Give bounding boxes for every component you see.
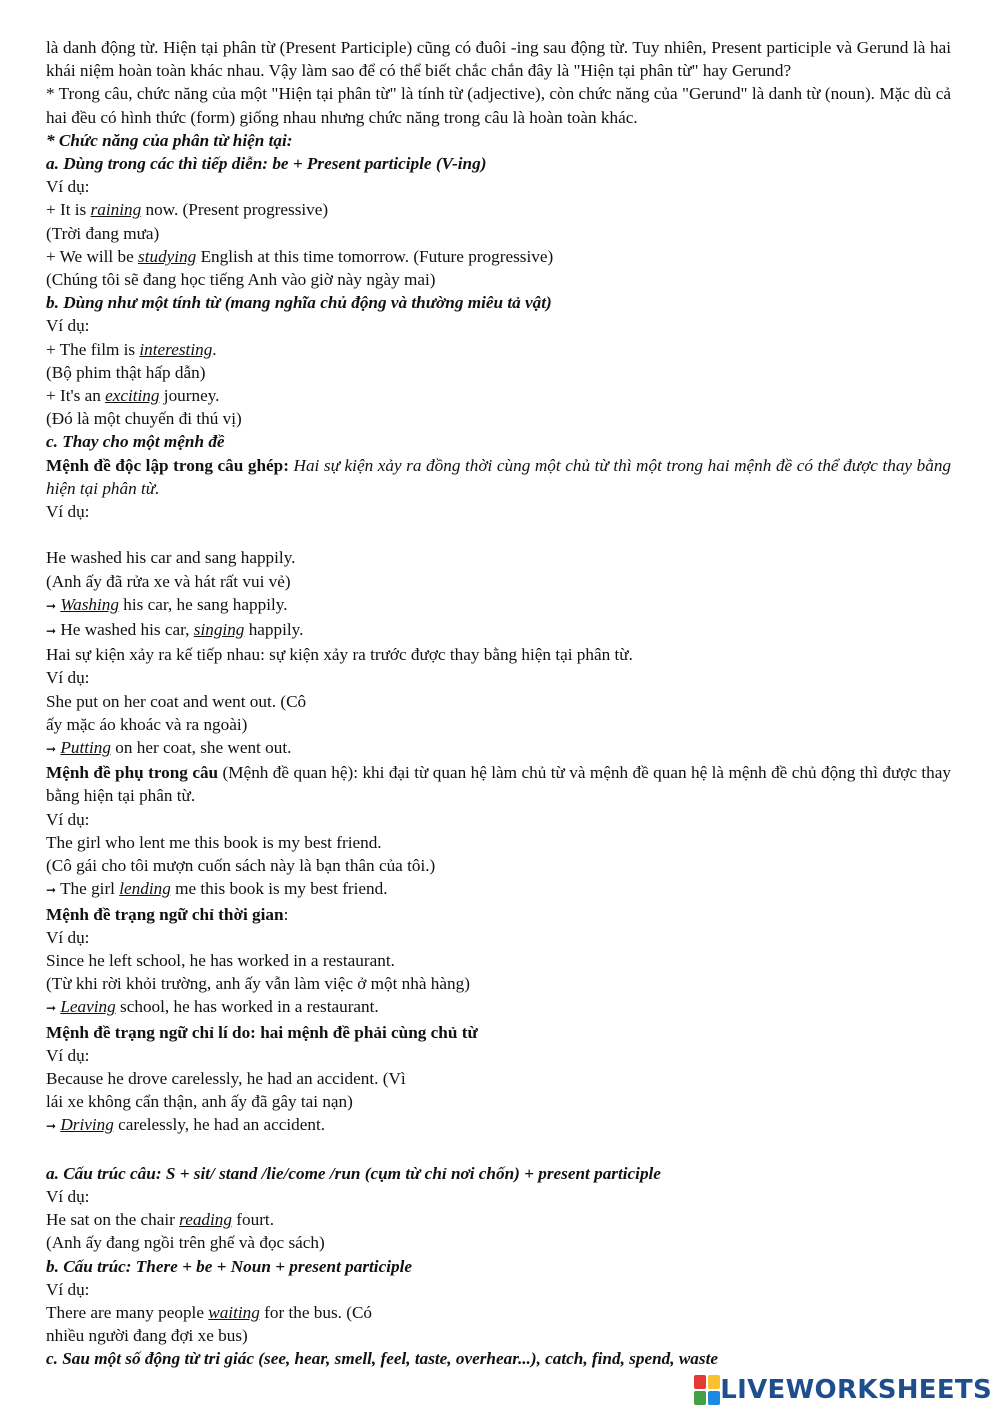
highlighted-word: interesting: [139, 339, 213, 359]
translation-line: lái xe không cẩn thận, anh ấy đã gây tai nạn): [46, 1092, 353, 1112]
section-heading: * Chức năng của phân từ hiện tại:: [46, 130, 293, 150]
example-line: ➞ Leaving school, he has worked in a restaurant.: [46, 997, 379, 1017]
example-label: Ví dụ:: [46, 502, 90, 522]
rule-paragraph: Mệnh đề độc lập trong câu ghép: Hai sự kiện xảy ra đồng thời cùng một chủ từ thì một trong hai mệnh đề có thể được thay bằng hiện tại phân từ.: [46, 455, 952, 498]
highlighted-word: raining: [90, 200, 142, 220]
subheading-structure-b: b. Cấu trúc: There + be + Noun + present participle: [46, 1256, 412, 1276]
subheading-structure-c: c. Sau một số động từ tri giác (see, hear, smell, feel, taste, overhear...), catch, find, spend, waste: [46, 1349, 718, 1369]
translation-line: (Bộ phim thật hấp dẫn): [46, 362, 206, 382]
arrow-icon: ➞: [46, 624, 57, 639]
translation-line: (Đó là một chuyến đi thú vị): [46, 409, 242, 429]
example-label: Ví dụ:: [46, 1279, 90, 1299]
translation-line: (Từ khi rời khỏi trường, anh ấy vẫn làm việc ở một nhà hàng): [46, 974, 470, 994]
example-line: There are many people waiting for the bus. (Có: [46, 1302, 373, 1322]
example-line: He sat on the chair reading fourt.: [46, 1210, 275, 1230]
highlighted-word: Leaving: [60, 997, 116, 1017]
highlighted-word: Washing: [60, 594, 119, 614]
translation-line: (Cô gái cho tôi mượn cuốn sách này là bạn thân của tôi.): [46, 856, 436, 876]
function-note-paragraph: * Trong câu, chức năng của một "Hiện tại phân từ" là tính từ (adjective), còn chức năng của "Gerund" là danh từ (noun). Mặc dù cả hai đều có hình thức (form) giống nhau nhưng chức năng trong câu là hoàn toàn khác.: [46, 84, 951, 127]
highlighted-word: exciting: [105, 386, 160, 406]
example-line: ➞ Washing his car, he sang happily.: [46, 594, 288, 614]
highlighted-word: waiting: [208, 1302, 260, 1322]
liveworksheets-logo[interactable]: [694, 1373, 992, 1407]
example-line: + We will be studying English at this time tomorrow. (Future progressive): [46, 246, 554, 266]
translation-line: (Chúng tôi sẽ đang học tiếng Anh vào giờ này ngày mai): [46, 270, 436, 290]
highlighted-word: singing: [193, 620, 245, 640]
translation-line: (Anh ấy đang ngồi trên ghế và đọc sách): [46, 1233, 325, 1253]
example-line: The girl who lent me this book is my best friend.: [46, 832, 382, 852]
rule-line: Hai sự kiện xảy ra kế tiếp nhau: sự kiện xảy ra trước được thay bằng hiện tại phân từ.: [46, 645, 633, 665]
rule-line: Mệnh đề trạng ngữ chỉ lí do: hai mệnh đề phải cùng chủ từ: [46, 1022, 478, 1042]
example-label: Ví dụ:: [46, 668, 90, 688]
example-line: + It's an exciting journey.: [46, 386, 220, 406]
example-line: Since he left school, he has worked in a restaurant.: [46, 950, 395, 970]
subheading-b: b. Dùng như một tính từ (mang nghĩa chủ động và thường miêu tả vật): [46, 293, 552, 313]
example-line: ➞ The girl lending me this book is my best friend.: [46, 879, 388, 899]
example-label: Ví dụ:: [46, 316, 90, 336]
arrow-icon: ➞: [46, 1119, 57, 1134]
translation-line: nhiều người đang đợi xe bus): [46, 1326, 248, 1346]
rule-line: Mệnh đề trạng ngữ chỉ thời gian:: [46, 904, 289, 924]
blank-line: [46, 523, 951, 546]
highlighted-word: reading: [179, 1210, 232, 1230]
arrow-icon: ➞: [46, 883, 57, 898]
example-label: Ví dụ:: [46, 1045, 90, 1065]
example-line: Because he drove carelessly, he had an accident. (Vì: [46, 1068, 406, 1088]
example-line: ➞ Driving carelessly, he had an accident.: [46, 1115, 326, 1135]
example-line: ➞ He washed his car, singing happily.: [46, 620, 304, 640]
highlighted-word: lending: [119, 879, 171, 899]
subheading-a: a. Dùng trong các thì tiếp diễn: be + Present participle (V-ing): [46, 154, 487, 174]
highlighted-word: studying: [138, 246, 197, 266]
example-line: He washed his car and sang happily.: [46, 548, 296, 568]
logo-text: LIVEWORKSHEETS: [720, 1375, 992, 1405]
intro-paragraph: là danh động từ. Hiện tại phân từ (Present Participle) cũng có đuôi -ing sau động từ. Tuy nhiên, Present participle và Gerund là hai khái niệm hoàn toàn khác nhau. Vậy làm sao để có thể biết chắc chắn đây là "Hiện tại phân từ" hay Gerund?: [46, 38, 951, 81]
example-line: She put on her coat and went out. (Cô: [46, 691, 307, 711]
example-label: Ví dụ:: [46, 927, 90, 947]
translation-line: (Anh ấy đã rửa xe và hát rất vui vẻ): [46, 571, 291, 591]
rule-paragraph: Mệnh đề phụ trong câu (Mệnh đề quan hệ): khi đại từ quan hệ làm chủ từ và mệnh đề quan hệ là mệnh đề chủ động thì được thay bằng hiện tại phân từ.: [46, 763, 951, 806]
liveworksheets-logo-icon: [694, 1375, 720, 1405]
translation-line: ấy mặc áo khoác và ra ngoài): [46, 714, 248, 734]
example-line: + The film is interesting.: [46, 339, 217, 359]
subheading-structure-a: a. Cấu trúc câu: S + sit/ stand /lie/come /run (cụm từ chỉ nơi chốn) + present participle: [46, 1163, 661, 1183]
worksheet-text: [46, 36, 951, 1371]
blank-line: [46, 1139, 951, 1162]
example-label: Ví dụ:: [46, 1186, 90, 1206]
arrow-icon: ➞: [46, 742, 57, 757]
translation-line: (Trời đang mưa): [46, 223, 160, 243]
example-line: ➞ Putting on her coat, she went out.: [46, 738, 292, 758]
arrow-icon: ➞: [46, 1001, 57, 1016]
subheading-c: c. Thay cho một mệnh đề: [46, 432, 225, 452]
highlighted-word: Putting: [60, 738, 111, 758]
highlighted-word: Driving: [60, 1115, 114, 1135]
arrow-icon: ➞: [46, 598, 57, 613]
example-label: Ví dụ:: [46, 809, 90, 829]
example-line: + It is raining now. (Present progressive): [46, 200, 329, 220]
example-label: Ví dụ:: [46, 177, 90, 197]
